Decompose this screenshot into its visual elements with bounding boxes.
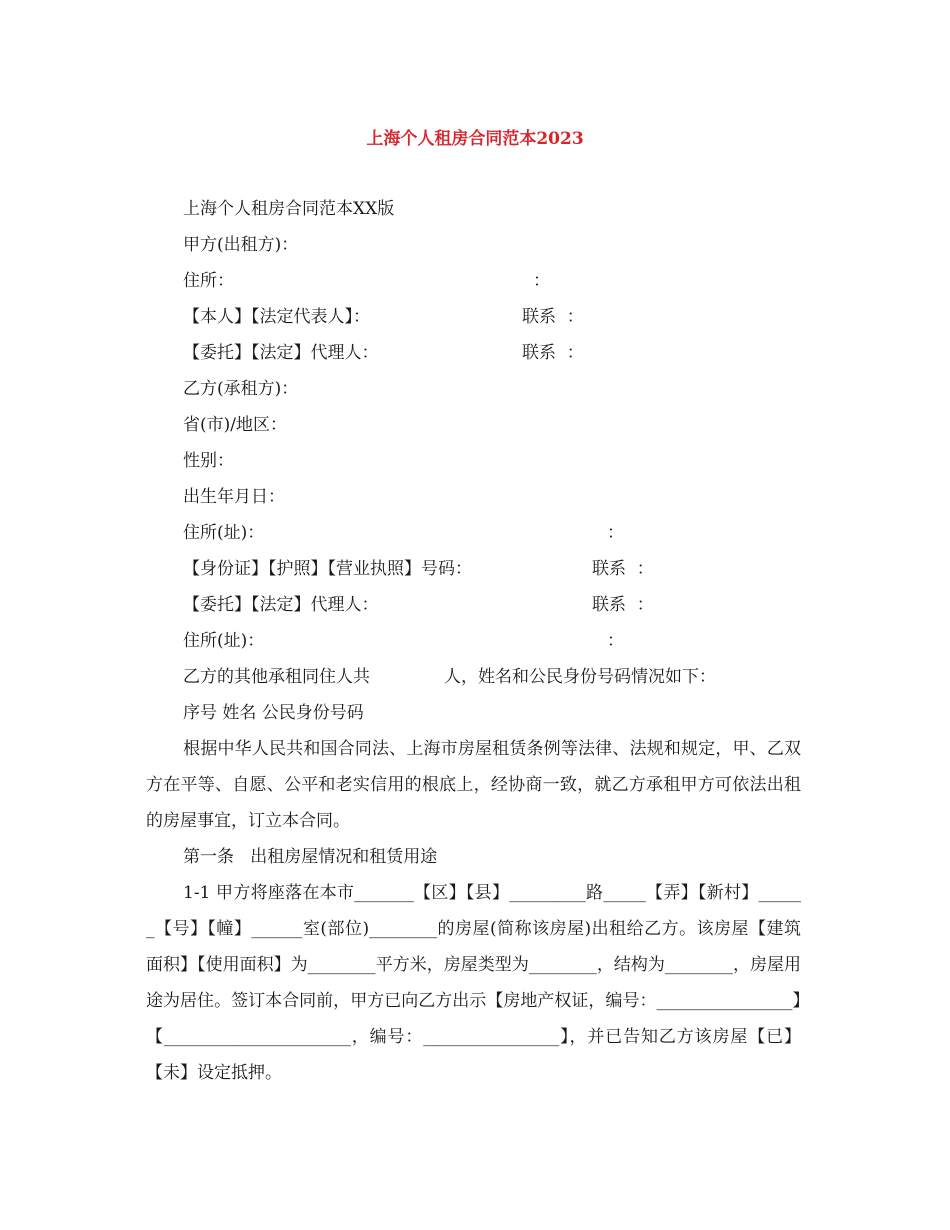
party-b-id-label: 【身份证】【护照】【营业执照】号码： xyxy=(183,559,472,579)
party-b-address-label: 住所(址)： xyxy=(183,523,265,543)
party-a-label: 甲方(出租方)： xyxy=(183,235,299,255)
party-a-representative-contact: 联系 ： xyxy=(522,307,584,327)
party-b-address-2-colon: ： xyxy=(607,631,624,651)
clause-1-1-text: 1-1 甲方将座落在本市_______【区】【县】_________路_____【弄】【新村】______【号】【幢】______室(部位)________的房屋(简称该房屋)出租给乙方。该房屋【建筑面积】【使用面积】为________平方米，房屋类型为________，结构为________，房屋用途为居住。签订本合同前，甲方已向乙方出示【房地产权证，编号：________________】【______________________，编号：________________】，并已告知乙方该房屋【已】【未】设定抵押。 xyxy=(146,883,801,1083)
party-a-agent-label: 【委托】【法定】代理人： xyxy=(183,343,379,363)
article-1-title: 第一条 出租房屋情况和租赁用途 xyxy=(183,847,438,867)
party-a-agent-contact: 联系 ： xyxy=(522,343,584,363)
party-b-agent-label: 【委托】【法定】代理人： xyxy=(183,595,379,615)
party-a-address-colon: ： xyxy=(533,271,550,291)
cohabitants-line xyxy=(183,665,716,689)
preamble-paragraph xyxy=(146,731,801,839)
cohabitants-table-header: 序号 姓名 公民身份号码 xyxy=(183,703,364,723)
document-subtitle: 上海个人租房合同范本XX版 xyxy=(183,199,395,219)
page-title: 上海个人租房合同范本2023 xyxy=(366,129,584,149)
party-b-id-contact: 联系 ： xyxy=(592,559,654,579)
party-a-representative-label: 【本人】【法定代表人】： xyxy=(183,307,370,327)
clause-1-1-paragraph xyxy=(146,875,801,1091)
preamble-text: 根据中华人民共和国合同法、上海市房屋租赁条例等法律、法规和规定，甲、乙双方在平等、自愿、公平和老实信用的根底上，经协商一致，就乙方承租甲方可依法出租的房屋事宜，订立本合同。 xyxy=(146,739,801,831)
cohabitants-prefix: 乙方的其他承租同住人共 xyxy=(183,667,370,687)
birth-date-label: 出生年月日： xyxy=(183,487,285,507)
party-b-agent-contact: 联系 ： xyxy=(592,595,654,615)
party-b-address-2-label: 住所(址)： xyxy=(183,631,265,651)
province-label: 省(市)/地区： xyxy=(183,415,287,435)
party-b-label: 乙方(承租方)： xyxy=(183,379,299,399)
party-a-address-label: 住所： xyxy=(183,271,234,291)
gender-label: 性别： xyxy=(183,451,234,471)
cohabitants-suffix: 人，姓名和公民身份号码情况如下： xyxy=(444,667,716,687)
party-b-address-colon: ： xyxy=(607,523,624,543)
